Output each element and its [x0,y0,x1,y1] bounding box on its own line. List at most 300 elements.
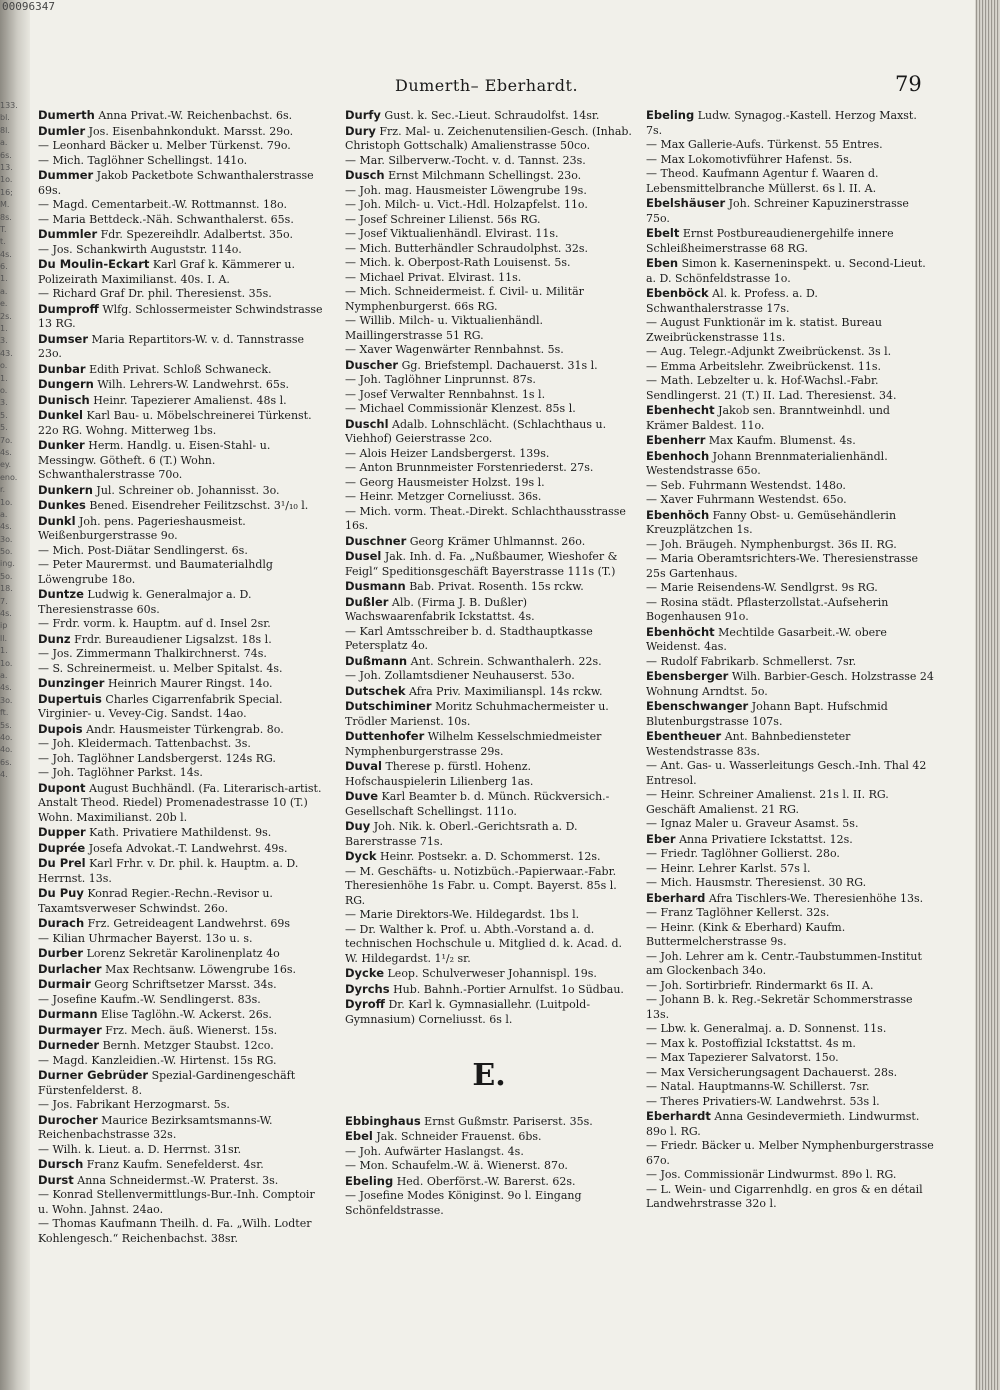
entry-text: Mich. Taglöhner Schellingst. 141o. [52,153,248,167]
directory-entry [345,314,633,343]
entry-text: Maria Bettdeck.-Näh. Schwanthalerst. 65s. [52,212,294,226]
entry-text: Max k. Postoffizial Ickstattst. 4s m. [660,1036,856,1050]
entry-text: Bernh. Metzger Staubst. 12co. [102,1039,274,1052]
entry-text: Fdr. Spezereihdlr. Adalbertst. 35o. [100,228,293,241]
margin-fragment: e. [0,299,8,309]
entry-text: Andr. Hausmeister Türkengrab. 8o. [86,722,284,736]
entry-surname: Dyck [345,849,377,863]
entry-text: Wilhelm Kesselschmiedmeister Nymphenburgerstrasse 29s. [345,730,602,758]
entry-surname: Dunbar [38,361,86,376]
directory-entry [646,316,934,345]
entry-dash: — [345,153,360,167]
entry-text: Magd. Kanzleidien.-W. Hirtenst. 15s RG. [52,1053,277,1067]
entry-text: Jakob Packetbote Schwanthalerstrasse 69s. [38,169,314,197]
directory-entry [38,1023,326,1039]
directory-entry [38,841,326,857]
entry-text: Peter Maurermst. und Baumaterialhdlg Löwengrube 18o. [38,558,273,586]
entry-text: Mar. Silberverw.-Tocht. v. d. Tannst. 23s. [359,153,586,167]
margin-fragment: M. [0,200,10,210]
entry-dash: — [345,183,360,197]
entry-text: Anna Schneidermst.-W. Praterst. 3s. [77,1173,279,1187]
directory-entry [38,168,326,198]
entry-dash: — [345,373,360,386]
entry-text: Hub. Bahnh.-Portier Arnulfst. 1o Südbau. [393,982,624,996]
entry-text: Mich. k. Oberpost-Rath Louisenst. 5s. [359,256,571,269]
entry-text: Jakob sen. Branntweinhdl. und Krämer Baldest. 11o. [646,404,890,432]
entry-text: Therese p. fürstl. Hohenz. Hofschauspielerin Lilienberg 1as. [345,760,534,788]
directory-entry [345,388,633,403]
entry-text: Frz. Getreideagent Landwehrst. 69s [87,917,290,930]
directory-entry [38,139,326,154]
entry-text: Ludwig k. Generalmajor a. D. Theresienstrasse 60s. [38,588,252,616]
entry-text: Elise Taglöhn.-W. Ackerst. 26s. [101,1008,272,1021]
entry-surname: Dutschiminer [345,699,432,713]
entry-text: Heinr. (Kink & Eberhard) Kaufm. Buttermelcherstrasse 9s. [646,920,846,948]
entry-text: Jos. Schankwirth Auguststr. 114o. [52,242,242,256]
directory-entry [345,865,633,909]
directory-entry [38,257,326,287]
entry-text: Georg Krämer Uhlmannst. 26o. [409,534,586,548]
running-head: Dumerth– Eberhardt. [395,76,579,95]
entry-surname: Dungern [38,377,94,391]
directory-entry [38,856,326,886]
entry-dash: — [646,847,661,860]
margin-fragment: 18. [0,584,13,594]
directory-entry [646,403,934,433]
entry-text: Max Gallerie-Aufs. Türkenst. 55 Entres. [660,138,883,151]
directory-entry [38,1143,326,1158]
directory-entry [38,1038,326,1054]
directory-entry [345,213,633,228]
directory-entry [345,198,633,213]
entry-text: Karl Frhr. v. Dr. phil. k. Hauptm. a. D. Herrnst. 13s. [38,857,299,885]
entry-text: Jos. Zimmermann Thalkirchnerst. 74s. [52,647,267,660]
entry-surname: Dußmann [345,653,408,668]
directory-entry [345,1159,633,1174]
margin-fragment: 4s. [0,522,12,532]
entry-text: Max Rechtsanw. Löwengrube 16s. [105,962,296,976]
entry-dash: — [646,345,661,358]
entry-text: Franz Taglöhner Kellerst. 32s. [660,906,830,919]
margin-fragment: 8l. [0,125,10,135]
entry-text: Wilh. Barbier-Gesch. Holzstrasse 24 Wohnung Arndtst. 5o. [646,670,934,698]
entry-text: Josefa Advokat.-T. Landwehrst. 49s. [88,841,288,855]
margin-fragment: 5. [0,410,8,420]
directory-entry [38,498,326,514]
directory-entry [646,345,934,360]
entry-surname: Duscher [345,357,399,372]
scan-id: 00096347 [2,0,55,13]
directory-entry [646,1066,934,1081]
entry-surname: Dyroff [345,997,385,1011]
directory-entry [646,1168,934,1183]
page-number: 79 [895,72,922,96]
entry-text: Jos. Eisenbahnkondukt. Marsst. 29o. [88,124,294,138]
entry-text: Richard Graf Dr. phil. Theresienst. 35s. [52,287,272,300]
entry-text: Heinr. Schreiner Amalienst. 21s l. II. RG. Geschäft Amalienst. 21 RG. [646,788,889,816]
entry-surname: Ebel [345,1129,373,1143]
entry-text: Joh. Lehrer am k. Centr.-Taubstummen-Institut am Glockenbach 34o. [646,949,922,977]
directory-entry [646,552,934,581]
entry-dash: — [646,654,661,668]
entry-text: Ernst Postbureaudienergehilfe innere Schleißheimerstrasse 68 RG. [646,227,894,255]
entry-text: Mon. Schaufelm.-W. ä. Wienerst. 87o. [359,1159,568,1172]
directory-entry [38,332,326,362]
directory-entry [38,752,326,767]
entry-text: Math. Lebzelter u. k. Hof-Wachsl.-Fabr. Sendlingerst. 21 (T.) II. Lad. Theresienst. 34. [646,374,897,402]
entry-dash: — [646,1139,661,1152]
margin-fragment: r. [0,485,6,495]
margin-fragment: 4o. [0,732,13,742]
directory-entry [345,168,633,184]
directory-entry [646,655,934,670]
directory-entry [646,862,934,877]
entry-surname: Durfy [345,108,381,122]
entry-text: Max Versicherungsagent Dachauerst. 28s. [660,1065,898,1079]
directory-entry [345,1114,633,1130]
entry-text: Wilh. Lehrers-W. Landwehrst. 65s. [97,378,290,391]
entry-text: Frdr. Bureaudiener Ligsalzst. 18s l. [74,632,272,646]
entry-surname: Duve [345,789,379,803]
entry-surname: Ebenschwanger [646,699,749,713]
entry-surname: Ebelt [646,226,680,240]
entry-text: Joh. mag. Hausmeister Löwengrube 19s. [359,183,587,197]
margin-fragment: 4. [0,770,8,780]
entry-dash: — [38,1142,53,1156]
margin-fragment: 1o. [0,658,13,668]
directory-entry [345,729,633,759]
entry-text: Spezial-Gardinengeschäft Fürstenfelderst. 8. [38,1069,296,1097]
middle-column [345,108,633,1308]
entry-surname: Dunkl [38,513,76,528]
directory-entry [345,476,633,491]
directory-entry [345,789,633,819]
entry-dash: — [345,241,360,255]
entry-surname: Ebbinghaus [345,1113,421,1128]
entry-text: Joh. Taglöhner Parkst. 14s. [52,766,203,779]
margin-fragment: 3o. [0,695,13,705]
entry-text: Michael Commissionär Klenzest. 85s l. [359,402,576,415]
entry-surname: Dury [345,123,376,138]
entry-dash: — [38,212,53,226]
entry-dash: — [646,581,661,594]
directory-entry [345,923,633,967]
entry-surname: Ebenböck [646,286,709,300]
entry-text: Maria Oberamtsrichters-We. Theresienstrasse 25s Gartenhaus. [646,552,919,580]
entry-text: Kath. Privatiere Mathildenst. 9s. [89,826,272,839]
entry-surname: Duval [345,759,382,773]
entry-text: Johann Brennmaterialienhändl. Westendstrasse 65o. [646,449,888,477]
directory-entry [345,849,633,865]
entry-dash: — [345,314,360,327]
entry-surname: Du Puy [38,886,84,900]
directory-entry [646,669,934,699]
directory-entry [646,1139,934,1168]
directory-entry [38,1157,326,1173]
entry-dash: — [646,1094,661,1108]
entry-dash: — [646,359,661,373]
entry-text: Ernst Gußmstr. Pariserst. 35s. [424,1114,593,1128]
entry-text: Wilh. k. Lieut. a. D. Herrnst. 31sr. [52,1142,242,1156]
entry-surname: Ebeling [345,1173,394,1188]
entry-text: Anna Privatiere Ickstattst. 12s. [679,832,853,846]
entry-dash: — [646,1065,661,1079]
entry-text: Frdr. vorm. k. Hauptm. auf d. Insel 2sr. [52,617,271,630]
directory-entry [345,124,633,154]
entry-surname: Durber [38,946,84,960]
entry-text: Hed. Oberförst.-W. Barerst. 62s. [396,1174,576,1188]
entry-dash: — [345,446,360,460]
entry-text: Heinrich Maurer Ringst. 14o. [107,677,273,690]
directory-entry [38,617,326,632]
directory-entry [646,108,934,138]
directory-entry [345,285,633,314]
entry-text: Jak. Inh. d. Fa. „Nußbaumer, Wieshofer & Feigl“ Speditionsgeschäft Bayerstrasse 111s (T.) [345,550,618,578]
entry-dash: — [646,1022,661,1035]
entry-text: Mich. Schneidermeist. f. Civil- u. Militär Nymphenburgerst. 66s RG. [345,285,584,313]
entry-surname: Dunzinger [38,676,105,690]
margin-fragment: o. [0,361,8,371]
entry-text: Ant. Bahnbediensteter Westendstrasse 83s. [646,730,851,758]
entry-text: Joh. Milch- u. Vict.-Hdl. Holzapfelst. 11o. [359,198,588,211]
directory-entry [38,1113,326,1143]
directory-entry [646,1051,934,1066]
entry-text: Karl Beamter b. d. Münch. Rückversich.-Gesellschaft Schellingst. 111o. [345,790,610,818]
entry-surname: Dusmann [345,579,406,593]
entry-surname: Duttenhofer [345,729,425,743]
margin-fragment: 13. [0,162,13,172]
entry-text: Ant. Gas- u. Wasserleitungs Gesch.-Inh. Thal 42 Entresol. [646,759,927,787]
entry-surname: Durach [38,916,85,930]
directory-entry [646,374,934,403]
entry-dash: — [646,537,661,551]
directory-entry [38,587,326,617]
entry-surname: Dyrchs [345,981,390,996]
directory-entry [38,544,326,559]
entry-dash: — [345,461,360,474]
section-letter: E. [472,1058,506,1093]
entry-dash: — [345,504,360,518]
directory-entry [646,479,934,494]
directory-entry [646,1109,934,1139]
entry-dash: — [646,1080,661,1093]
entry-surname: Ebenhecht [646,403,715,417]
directory-entry [646,256,934,286]
entry-dash: — [646,316,661,329]
entry-dash: — [38,737,53,750]
directory-entry [646,538,934,553]
directory-entry [345,1145,633,1160]
directory-entry [345,154,633,169]
margin-fragment: 7. [0,596,8,606]
entry-dash: — [38,617,53,630]
directory-entry [646,993,934,1022]
directory-entry [345,256,633,271]
directory-entry [38,302,326,332]
directory-entry [345,819,633,849]
entry-text: Marie Reisendens-W. Sendlgrst. 9s RG. [660,581,878,594]
margin-fragment: 1o. [0,175,13,185]
directory-entry [38,287,326,302]
entry-dash: — [646,906,661,919]
margin-fragment: 6s. [0,757,12,767]
entry-dash: — [38,751,53,765]
margin-fragment: a. [0,138,8,148]
directory-entry [345,684,633,700]
entry-text: Seb. Fuhrmann Westendst. 148o. [660,478,846,492]
directory-entry [38,977,326,993]
entry-surname: Dumler [38,123,86,138]
middle-column-e-entries [345,1114,633,1219]
entry-surname: Dunker [38,438,85,452]
directory-entry [38,932,326,947]
directory-entry [345,908,633,923]
entry-text: Dr. Karl k. Gymnasiallehr. (Luitpold-Gymnasium) Corneliusst. 6s l. [345,998,591,1026]
directory-entry [646,508,934,538]
margin-fragment: 1. [0,324,8,334]
directory-entry [38,362,326,378]
entry-dash: — [646,978,661,992]
entry-dash: — [646,478,661,492]
entry-text: Afra Tischlers-We. Theresienhöhe 13s. [708,891,924,905]
entry-surname: Ebeling [646,108,695,122]
entry-text: Joh. Aufwärter Haslangst. 4s. [359,1144,524,1158]
entry-dash: — [646,949,661,963]
entry-text: Herm. Handlg. u. Eisen-Stahl- u. Messingw. Götheft. 6 (T.) Wohn. Schwanthalerstrasse 70o. [38,439,271,481]
entry-dash: — [345,285,360,298]
entry-text: Mich. Post-Diätar Sendlingerst. 6s. [52,543,248,557]
directory-entry [38,886,326,916]
directory-entry [345,505,633,534]
margin-fragment: 4s. [0,447,12,457]
directory-entry [345,1129,633,1145]
entry-text: Josef Viktualienhändl. Elvirast. 11s. [359,227,559,240]
directory-entry [646,625,934,655]
entry-dash: — [38,992,53,1006]
directory-entry [646,906,934,921]
entry-text: Maurice Bezirksamtsmanns-W. Reichenbachstrasse 32s. [38,1113,273,1141]
margin-fragment: a. [0,286,8,296]
entry-surname: Dunkel [38,408,84,422]
entry-text: Heinr. Metzger Corneliusst. 36s. [359,490,542,503]
directory-entry [646,1183,934,1212]
entry-text: Georg Schriftsetzer Marsst. 34s. [94,978,277,991]
entry-surname: Du Prel [38,856,86,870]
entry-text: Heinr. Postsekr. a. D. Schommerst. 12s. [380,850,601,863]
entry-text: Max Kaufm. Blumenst. 4s. [708,434,856,447]
directory-entry [345,625,633,654]
entry-surname: Dupois [38,721,83,736]
entry-dash: — [646,1051,661,1064]
directory-entry [646,1095,934,1110]
entry-surname: Ebensberger [646,669,729,683]
entry-surname: Dunisch [38,392,90,407]
directory-entry [646,847,934,862]
entry-surname: Durst [38,1172,74,1187]
entry-text: Magd. Cementarbeit.-W. Rottmannst. 18o. [52,198,287,211]
entry-text: Jos. Fabrikant Herzogmarst. 5s. [52,1098,230,1111]
margin-fragment: 3. [0,398,8,408]
margin-fragment: 4s. [0,683,12,693]
entry-text: Theod. Kaufmann Agentur f. Waaren d. Lebensmittelbranche Müllerst. 6s l. II. A. [646,167,879,195]
entry-text: Lorenz Sekretär Karolinenplatz 4o [86,947,280,960]
entry-dash: — [38,139,53,152]
entry-surname: Dycke [345,966,384,980]
entry-text: Josef Verwalter Rennbahnst. 1s l. [359,387,546,401]
directory-entry [345,982,633,998]
entry-surname: Ebenhöcht [646,624,715,639]
entry-text: Max Tapezierer Salvatorst. 15o. [660,1051,839,1064]
entry-text: Joh. Sortirbriefr. Rindermarkt 6s II. A. [660,978,874,992]
directory-entry [38,408,326,438]
directory-entry [646,138,934,153]
entry-surname: Dumproff [38,301,99,316]
directory-entry [38,393,326,409]
directory-entry [646,1022,934,1037]
directory-entry [646,876,934,891]
margin-fragment: 6s. [0,150,12,160]
entry-surname: Duntze [38,587,84,601]
margin-fragment: 5o. [0,547,13,557]
directory-entry [38,1054,326,1069]
margin-fragment: eno. [0,472,18,482]
entry-surname: Durner Gebrüder [38,1068,149,1082]
entry-dash: — [345,387,360,401]
directory-entry [38,993,326,1008]
margin-fragment: ip [0,621,8,631]
entry-dash: — [38,543,53,557]
entry-dash: — [38,1098,53,1111]
margin-fragment: 7o. [0,435,13,445]
directory-entry [646,1080,934,1095]
directory-entry [38,916,326,932]
entry-text: Kilian Uhrmacher Bayerst. 13o u. s. [52,931,253,945]
entry-dash: — [38,647,53,660]
entry-text: Gg. Briefstempl. Dachauerst. 31s l. [401,358,598,372]
margin-fragment: 1. [0,646,8,656]
margin-fragment: a. [0,670,8,680]
entry-dash: — [38,198,53,211]
directory-entry [38,737,326,752]
margin-fragment: T. [0,224,7,234]
entry-surname: Eben [646,256,679,270]
margin-fragment: 5o. [0,571,13,581]
directory-entry [345,1174,633,1190]
directory-entry [646,360,934,375]
entry-text: Willib. Milch- u. Viktualienhändl. Maillingerstrasse 51 RG. [345,314,543,342]
entry-dash: — [38,153,53,167]
entry-text: Simon k. Kaserneninspekt. u. Second-Lieut. a. D. Schönfeldstrasse 1o. [646,257,926,285]
entry-dash: — [646,595,661,609]
directory-entry [38,483,326,499]
margin-fragment: 133. [0,101,18,110]
entry-surname: Ebelshäuser [646,196,726,210]
entry-text: Edith Privat. Schloß Schwaneck. [89,362,272,376]
directory-entry [646,729,934,759]
entry-dash: — [646,1182,661,1196]
directory-entry [646,153,934,168]
entry-surname: Dunz [38,631,71,646]
margin-fragment: 1o. [0,497,13,507]
entry-text: Joh. Zollamtsdiener Neuhauserst. 53o. [359,669,575,682]
entry-dash: — [646,374,661,387]
entry-text: Rosina städt. Pflasterzollstat.-Aufseherin Bogenhausen 91o. [646,595,889,623]
directory-entry [345,108,633,124]
directory-entry [38,198,326,213]
entry-dash: — [345,624,360,638]
left-column [38,108,326,1363]
margin-fragment: ll. [0,633,7,643]
